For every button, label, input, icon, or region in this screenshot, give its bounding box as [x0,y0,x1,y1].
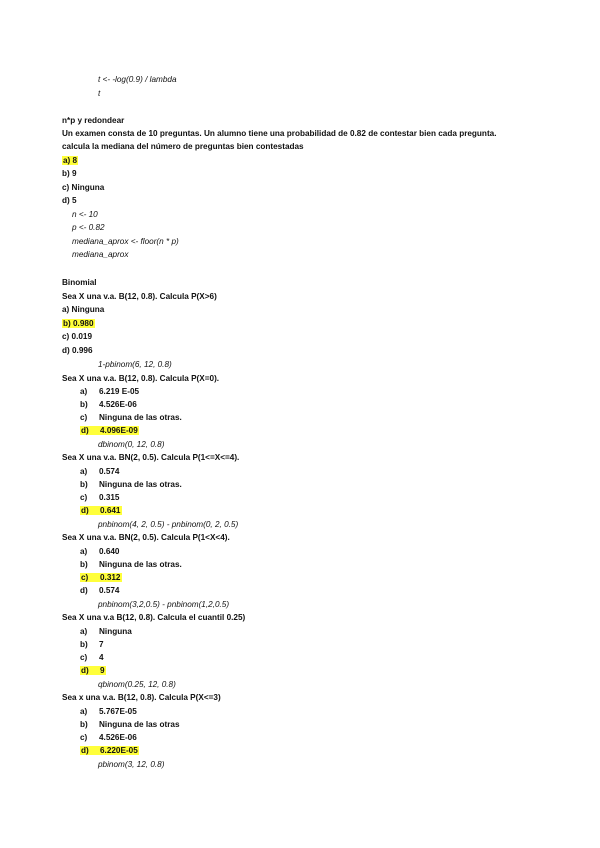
answer-highlight: d) 9 [81,666,105,675]
option: b) Ninguna de las otras. [80,480,182,489]
question-statement: Sea X una v.a B(12, 0.8). Calcula el cuantil 0.25) [62,613,246,622]
option: b) 7 [80,640,104,649]
code-line: p <- 0.82 [72,223,105,232]
code-line: dbinom(0, 12, 0.8) [98,440,165,449]
option-correct [80,572,122,583]
answer-highlight: d) 4.096E-09 [81,426,138,435]
question-statement: Sea X una v.a. BN(2, 0.5). Calcula P(1<=X<=4). [62,453,240,462]
option: c) Ninguna de las otras. [80,413,182,422]
code-line: pnbinom(4, 2, 0.5) - pnbinom(0, 2, 0.5) [98,520,239,529]
option: b) 4.526E-06 [80,400,137,409]
option: a) Ninguna [80,627,132,636]
question-statement: calcula la mediana del número de preguntas bien contestadas [62,142,304,151]
question-statement: Sea X una v.a. B(12, 0.8). Calcula P(X=0). [62,374,220,383]
option: a) 6.219 E-05 [80,387,140,396]
code-line: 1-pbinom(6, 12, 0.8) [98,360,172,369]
option: c) 4 [80,653,104,662]
code-line: qbinom(0.25, 12, 0.8) [98,680,176,689]
option: c) 0.019 [62,332,93,341]
option: d) 0.996 [62,346,93,355]
option-correct [80,505,122,516]
option-correct [80,665,106,676]
question-statement: Sea x una v.a. B(12, 0.8). Calcula P(X<=3) [62,693,221,702]
option-correct [62,155,78,166]
answer-highlight: d) 0.641 [81,506,121,515]
option: a) 0.574 [80,467,120,476]
option: d) 0.574 [80,586,120,595]
code-line: t <- -log(0.9) / lambda [98,75,177,84]
answer-highlight: a) 8 [63,156,78,165]
option: b) Ninguna de las otras. [80,560,182,569]
question-statement: Sea X una v.a. B(12, 0.8). Calcula P(X>6) [62,292,217,301]
code-line: mediana_aprox [72,250,129,259]
option: c) Ninguna [62,183,105,192]
answer-highlight: d) 6.220E-05 [81,746,138,755]
section-heading: Binomial [62,278,97,287]
option: d) 5 [62,196,77,205]
question-statement: Sea X una v.a. BN(2, 0.5). Calcula P(1<X<4). [62,533,230,542]
option: a) 0.640 [80,547,120,556]
option: c) 0.315 [80,493,120,502]
option-correct [62,318,95,329]
code-line: pbinom(3, 12, 0.8) [98,760,165,769]
option: a) Ninguna [62,305,105,314]
option: c) 4.526E-06 [80,733,137,742]
section-title: n*p y redondear [62,116,125,125]
option: b) Ninguna de las otras [80,720,180,729]
code-line: n <- 10 [72,210,98,219]
question-statement: Un examen consta de 10 preguntas. Un alumno tiene una probabilidad de 0.82 de contestar bien cada pregunta. [62,129,497,138]
option: a) 5.767E-05 [80,707,137,716]
code-line: pnbinom(3,2,0.5) - pnbinom(1,2,0.5) [98,600,230,609]
answer-highlight: c) 0.312 [81,573,121,582]
code-line: t [98,89,101,98]
option-correct [80,425,139,436]
option-correct [80,745,139,756]
answer-highlight: b) 0.980 [63,319,94,328]
code-line: mediana_aprox <- floor(n * p) [72,237,179,246]
option: b) 9 [62,169,77,178]
